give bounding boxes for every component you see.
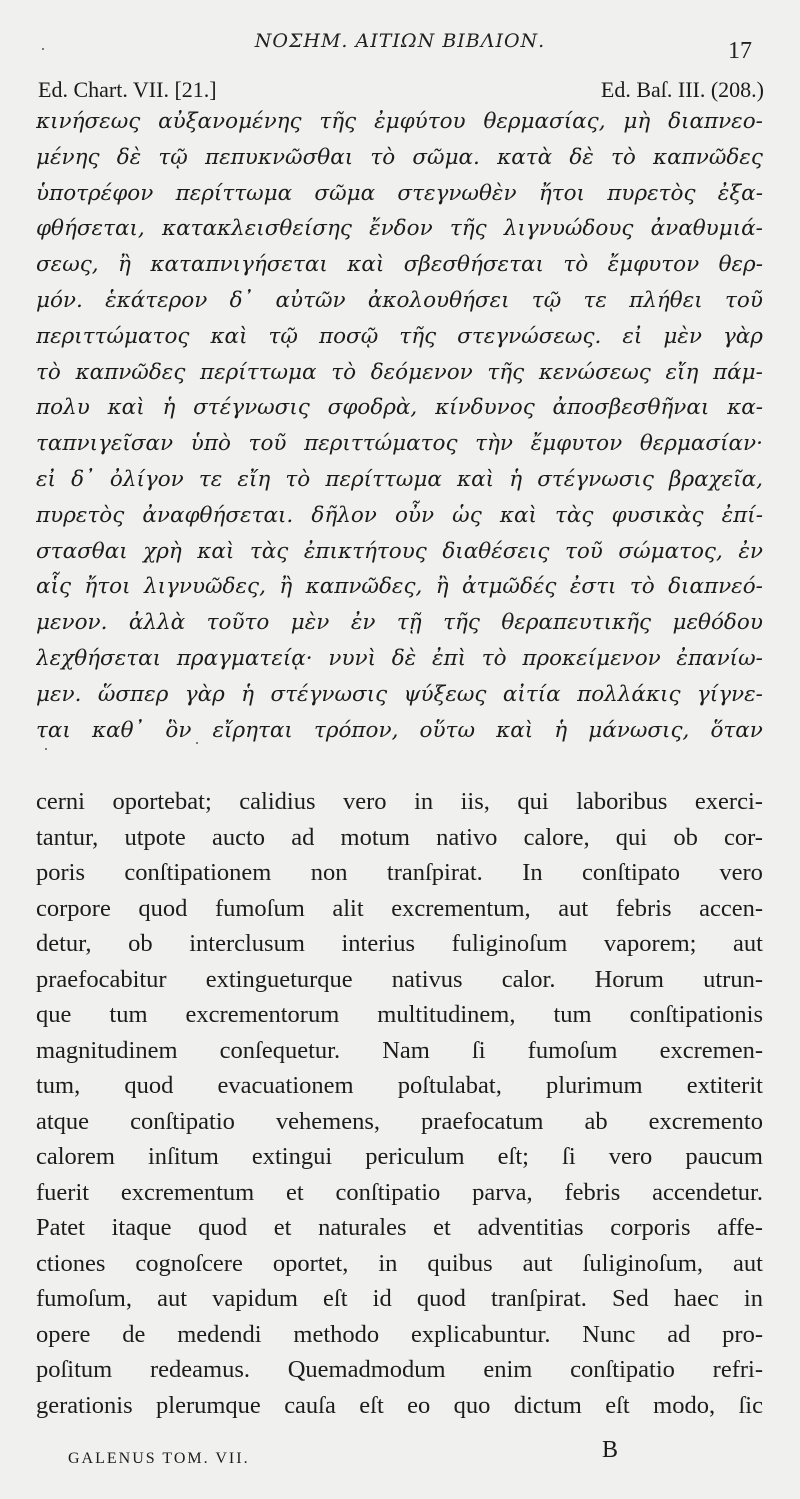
page-number: 17 [728, 38, 752, 64]
latin-text-line: fumoſum, aut vapidum eſt id quod tranſpirat. Sed haec in [36, 1285, 763, 1312]
latin-text-line: que tum excrementorum multitudinem, tum conſtipationis [36, 1001, 763, 1028]
latin-text-line: tantur, utpote aucto ad motum nativo calore, qui ob cor- [36, 823, 763, 851]
greek-text-line: μεν. ὥσπερ γὰρ ἡ στέγνωσις ψύξεως αἰτία πολλάκις γίγνε- [36, 681, 763, 707]
latin-text-line: atque conſtipatio vehemens, praefocatum ab excremento [36, 1107, 763, 1135]
greek-text-line: αἷς ἤτοι λιγνυῶδες, ἢ καπνῶδες, ἢ ἀτμῶδές ἐστι τὸ διαπνεό- [36, 574, 763, 600]
greek-text-line: ται καθ᾽ ὃν εἴρηται τρόπον, οὕτω καὶ ἡ μάνωσις, ὅταν [36, 717, 763, 743]
latin-text-line: poſitum redeamus. Quemadmodum enim conſtipatio refri- [36, 1356, 763, 1383]
greek-text-line: λεχθήσεται πραγματείᾳ· νυνὶ δὲ ἐπὶ τὸ προκείμενον ἐπανίω- [36, 645, 763, 671]
greek-text-block [36, 104, 763, 748]
greek-text-line: σεως, ἢ καταπνιγήσεται καὶ σβεσθήσεται τὸ ἔμφυτον θερ- [36, 252, 763, 278]
paper-speck [45, 748, 47, 750]
latin-text-block [36, 784, 763, 1423]
greek-text-line: πυρετὸς ἀναφθήσεται. δῆλον οὖν ὡς καὶ τὰς φυσικὰς ἐπί- [36, 502, 763, 528]
greek-text-line: μενον. ἀλλὰ τοῦτο μὲν ἐν τῇ τῆς θεραπευτικῆς μεθόδου [36, 610, 763, 636]
edition-reference-right: Ed. Baſ. III. (208.) [600, 77, 764, 102]
greek-text-line: περιττώματος καὶ τῷ ποσῷ τῆς στεγνώσεως. εἰ μὲν γὰρ [36, 323, 763, 349]
greek-text-line: μόν. ἑκάτερον δ᾽ αὐτῶν ἀκολουθήσει τῷ τε πλήθει τοῦ [36, 287, 763, 313]
greek-text-line: μένης δὲ τῷ πεπυκνῶσθαι τὸ σῶμα. κατὰ δὲ τὸ καπνῶδες [36, 144, 763, 170]
latin-text-line: ctiones cognoſcere oportet, in quibus aut ſuliginoſum, aut [36, 1249, 763, 1277]
signature-mark: B [602, 1437, 619, 1463]
latin-text-line: detur, ob interclusum interius fuliginoſum vaporem; aut [36, 930, 763, 957]
latin-text-line: fuerit excrementum et conſtipatio parva, febris accendetur. [36, 1178, 763, 1206]
latin-text-line: opere de medendi methodo explicabuntur. Nunc ad pro- [36, 1320, 763, 1348]
latin-text-line: poris conſtipationem non tranſpirat. In conſtipato vero [36, 859, 763, 886]
latin-text-line: tum, quod evacuationem poſtulabat, plurimum extiterit [36, 1072, 763, 1099]
greek-text-line: τὸ καπνῶδες περίττωμα τὸ δεόμενον τῆς κενώσεως εἴη πάμ- [36, 359, 763, 385]
paper-speck [196, 742, 198, 744]
greek-text-line: φθήσεται, κατακλεισθείσης ἔνδον τῆς λιγνυώδους ἀναθυμιά- [36, 216, 763, 242]
edition-reference-left: Ed. Chart. VII. [21.] [38, 77, 217, 102]
latin-text-line: calorem inſitum extingui periculum eſt; ſi vero paucum [36, 1143, 763, 1170]
latin-text-line: gerationis plerumque cauſa eſt eo quo dictum eſt modo, ſic [36, 1391, 763, 1419]
latin-text-line: magnitudinem conſequetur. Nam ſi fumoſum excremen- [36, 1036, 763, 1064]
latin-text-line: Patet itaque quod et naturales et adventitias corporis affe- [36, 1214, 763, 1241]
latin-text-line: cerni oportebat; calidius vero in iis, qui laboribus exerci- [36, 788, 763, 815]
running-head: ΝΟΣΗΜ. ΑΙΤΙΩΝ ΒΙΒΛΙΟΝ. [254, 30, 546, 52]
latin-text-line: praefocabitur extingueturque nativus calor. Horum utrun- [36, 965, 763, 993]
greek-text-line: ταπνιγεῖσαν ὑπὸ τοῦ περιττώματος τὴν ἔμφυτον θερμασίαν· [36, 431, 763, 457]
latin-text-line: corpore quod fumoſum alit excrementum, aut febris accen- [36, 894, 763, 922]
greek-text-line: ὑποτρέφον περίττωμα σῶμα στεγνωθὲν ἤτοι πυρετὸς ἐξα- [36, 180, 763, 206]
paper-speck [42, 48, 44, 50]
greek-text-line: στασθαι χρὴ καὶ τὰς ἐπικτήτους διαθέσεις τοῦ σώματος, ἐν [36, 538, 763, 564]
footer-volume-label: GALENUS TOM. VII. [68, 1450, 250, 1467]
greek-text-line: κινήσεως αὐξανομένης τῆς ἐμφύτου θερμασίας, μὴ διαπνεο- [36, 109, 763, 134]
greek-text-line: πολυ καὶ ἡ στέγνωσις σφοδρὰ, κίνδυνος ἀποσβεσθῆναι κα- [36, 395, 763, 421]
greek-text-line: εἰ δ᾽ ὀλίγον τε εἴη τὸ περίττωμα καὶ ἡ στέγνωσις βραχεῖα, [36, 466, 763, 492]
